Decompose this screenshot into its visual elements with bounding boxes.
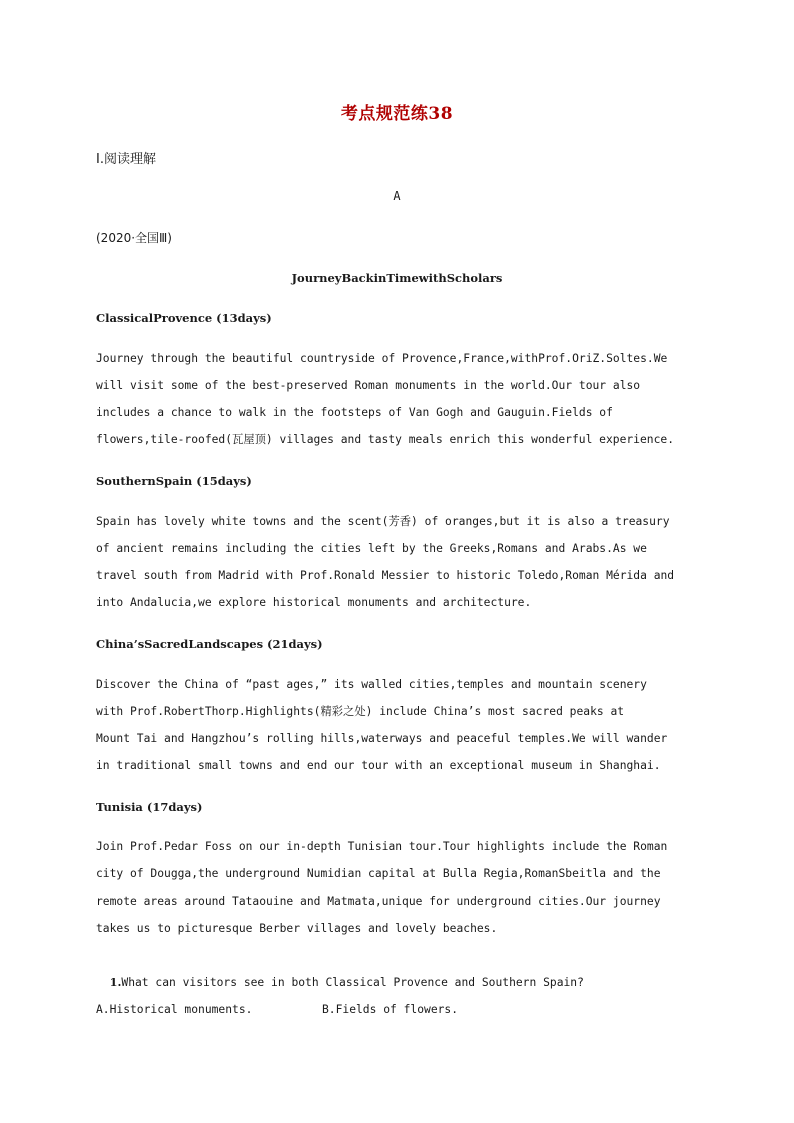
paragraph-line: Mount Tai and Hangzhou’s rolling hills,waterways and peaceful temples.We will wander — [96, 732, 668, 745]
paragraph-line: travel south from Madrid with Prof.Ronald Messier to historic Toledo,Roman Mérida and — [96, 569, 675, 582]
paragraph-line: in traditional small towns and end our tour with an exceptional museum in Shanghai. — [96, 759, 661, 772]
page-title: 考点规范练38 — [340, 104, 454, 124]
paragraph-line: flowers,tile-roofed(瓦屋顶) villages and tasty meals enrich this wonderful experience. — [96, 433, 674, 446]
paragraph-line: Discover the China of “past ages,” its walled cities,temples and mountain scenery — [96, 678, 647, 691]
paragraph-line: of ancient remains including the cities left by the Greeks,Romans and Arabs.As we — [96, 542, 647, 555]
passage-letter: A — [393, 189, 401, 203]
paragraph-line: Join Prof.Pedar Foss on our in-depth Tunisian tour.Tour highlights include the Roman — [96, 840, 668, 853]
option-b[interactable]: B.Fields of flowers. — [322, 1003, 459, 1016]
question-1 — [96, 962, 584, 989]
section-label: Ⅰ.阅读理解 — [96, 152, 156, 167]
question-text: What can visitors see in both Classical Provence and Southern Spain? — [121, 976, 584, 989]
tour-heading-provence: ClassicalProvence (13days) — [96, 311, 272, 325]
paragraph-line: takes us to picturesque Berber villages and lovely beaches. — [96, 922, 498, 935]
question-number: 1. — [109, 975, 122, 989]
paragraph-line: Spain has lovely white towns and the scent(芳香) of oranges,but it is also a treasury — [96, 515, 670, 528]
paragraph-line: with Prof.RobertThorp.Highlights(精彩之处) include China’s most sacred peaks at — [96, 705, 625, 718]
passage-title: JourneyBackinTimewithScholars — [291, 271, 503, 285]
tour-heading-tunisia: Tunisia (17days) — [96, 800, 203, 814]
paragraph-line: Journey through the beautiful countryside of Provence,France,withProf.OriZ.Soltes.We — [96, 352, 668, 365]
tour-heading-china: China’sSacredLandscapes (21days) — [96, 637, 323, 651]
tour-heading-spain: SouthernSpain (15days) — [96, 474, 252, 488]
paragraph-line: city of Dougga,the underground Numidian capital at Bulla Regia,RomanSbeitla and the — [96, 867, 661, 880]
source-note: (2020·全国Ⅲ) — [96, 231, 172, 245]
paragraph-line: will visit some of the best-preserved Roman monuments in the world.Our tour also — [96, 379, 641, 392]
paragraph-line: remote areas around Tataouine and Matmata,unique for underground cities.Our journey — [96, 895, 661, 908]
paragraph-line: includes a chance to walk in the footsteps of Van Gogh and Gauguin.Fields of — [96, 406, 613, 419]
paragraph-line: into Andalucia,we explore historical monuments and architecture. — [96, 596, 532, 609]
option-a[interactable]: A.Historical monuments. — [96, 1003, 253, 1016]
